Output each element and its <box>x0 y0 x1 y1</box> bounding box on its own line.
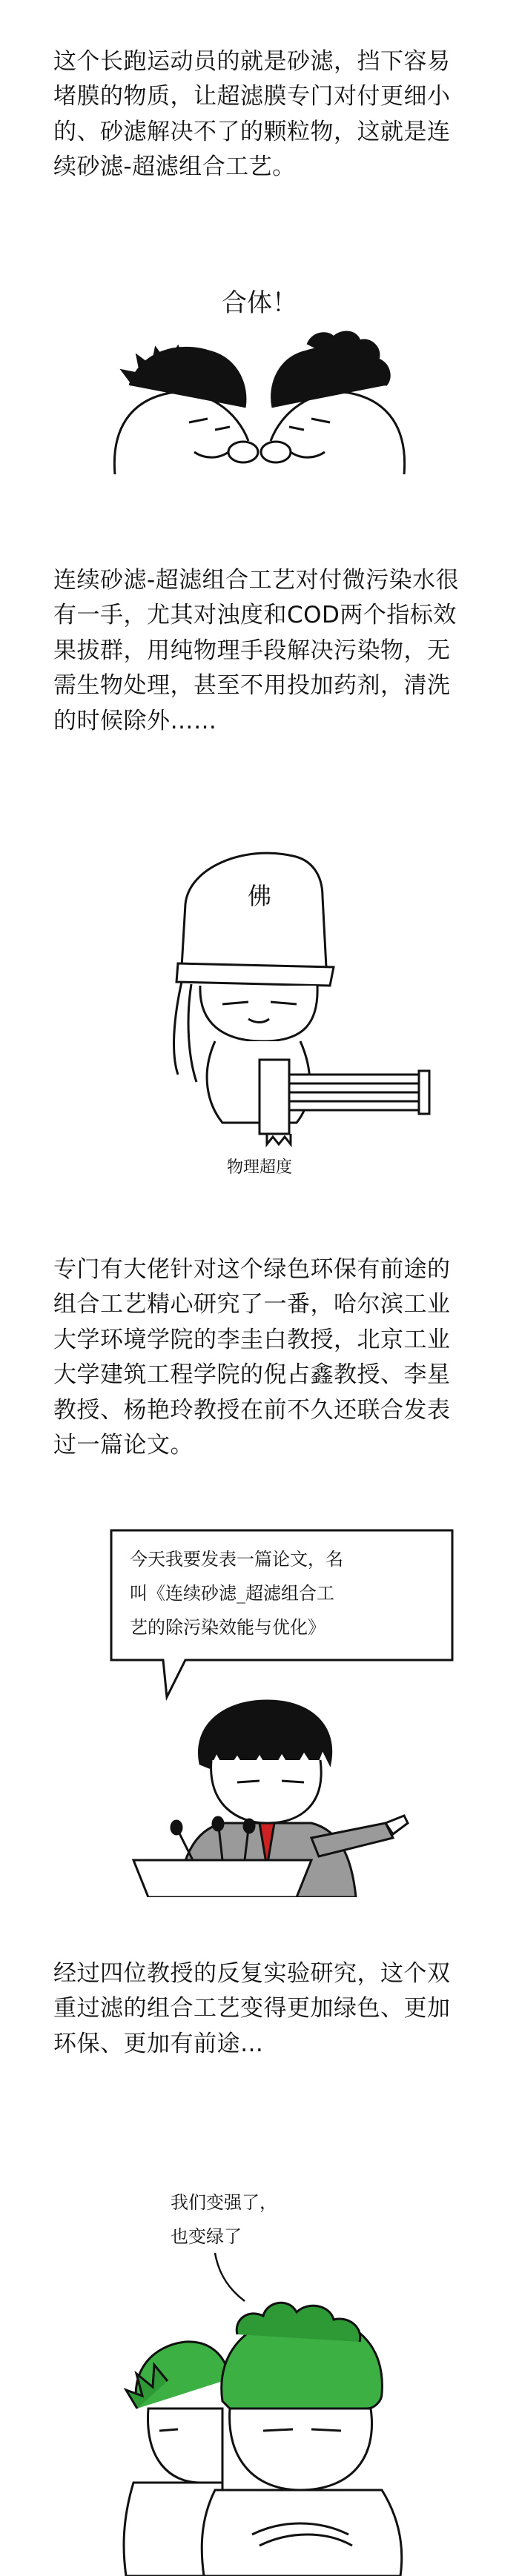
comic-speech <box>0 1512 519 1897</box>
comic-buddha <box>0 837 519 1186</box>
paragraph-1: 这个长跑运动员的就是砂滤，挡下容易堵膜的物质，让超滤膜专门对付更细小的、砂滤解决不了的颗粒物，这就是连续砂滤-超滤组合工艺。 <box>53 48 451 181</box>
merge-caption: 合体！ <box>222 288 297 318</box>
green-line-2: 也变绿了 <box>171 2226 242 2247</box>
speech-tail <box>215 2253 245 2301</box>
comic-merge <box>0 282 519 497</box>
buddha-character <box>174 853 429 1144</box>
speech-line-1: 今天我要发表一篇论文，名 <box>130 1549 343 1570</box>
green-line-1: 我们变强了， <box>171 2192 277 2213</box>
speaker-character <box>133 1701 408 1897</box>
buddha-hat-char: 佛 <box>247 882 272 910</box>
speech-line-3: 艺的除污染效能与优化》 <box>130 1617 325 1638</box>
paragraph-4: 经过四位教授的反复实验研究，这个双重过滤的组合工艺变得更加绿色、更加环保、更加有前途… <box>53 1960 451 2057</box>
fists <box>228 442 291 462</box>
speech-line-2: 叫《连续砂滤_超滤组合工 <box>130 1583 334 1604</box>
comic-green <box>0 2164 519 2576</box>
front-character <box>202 2303 402 2576</box>
buddha-caption: 物理超度 <box>226 1158 293 1177</box>
paragraph-3: 专门有大佬针对这个绿色环保有前途的组合工艺精心研究了一番，哈尔滨工业大学环境学院的李圭白教授，北京工业大学建筑工程学院的倪占鑫教授、李星教授、杨艳玲教授在前不久还联合发表过一篇论文。 <box>53 1256 451 1459</box>
paragraph-2: 连续砂滤-超滤组合工艺对付微污染水很有一手，尤其对浊度和COD两个指标效果拔群，用纯物理手段解决污染物，无需生物处理，甚至不用投加药剂，清洗的时候除外…… <box>53 567 460 734</box>
